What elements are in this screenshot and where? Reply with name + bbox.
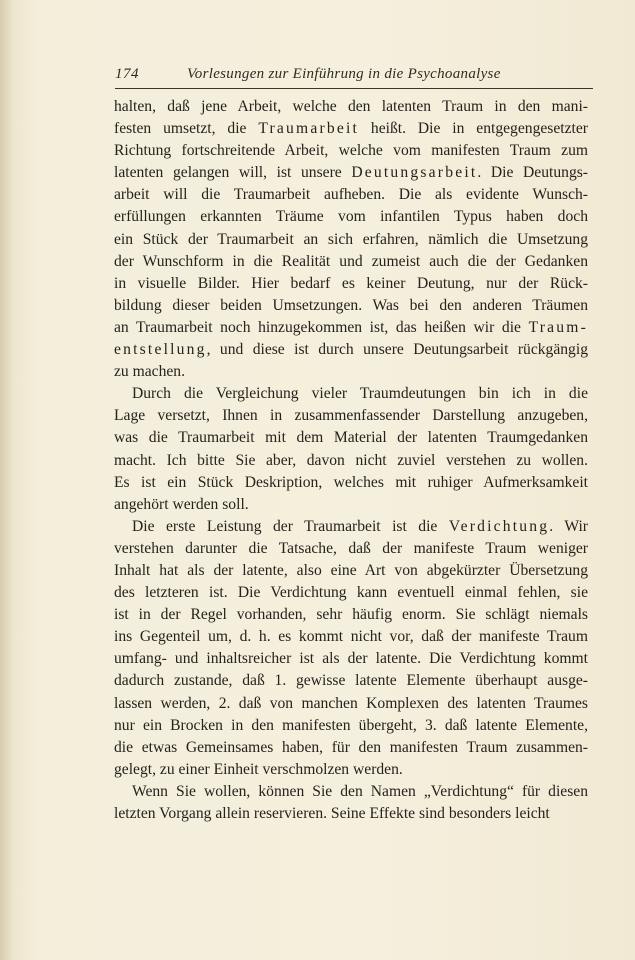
- text-line: [114, 295, 588, 317]
- header-rule: [115, 88, 593, 89]
- emphasized-term: entstellung: [114, 341, 207, 359]
- paragraph: [114, 96, 588, 383]
- text-run: ins Gegenteil um, d. h. es kommt nicht vor, daß der manifeste Traum: [114, 628, 588, 646]
- text-line: [114, 206, 588, 228]
- paragraph: [114, 383, 588, 516]
- text-run: macht. Ich bitte Sie aber, davon nicht zuviel verstehen zu wollen.: [114, 451, 588, 469]
- text-run: . Wir: [549, 517, 588, 535]
- text-line: [114, 317, 588, 339]
- text-run: Die erste Leistung der Traumarbeit ist die: [132, 517, 449, 535]
- text-run: latenten gelangen will, ist unsere: [114, 164, 352, 182]
- text-line: [114, 383, 588, 405]
- text-run: erfüllungen erkannten Träume vom infantilen Typus haben doch: [114, 208, 588, 226]
- text-run: Durch die Vergleichung vieler Traumdeutungen bin ich in die: [132, 385, 588, 403]
- text-line: [114, 273, 588, 295]
- text-line: [114, 405, 588, 427]
- text-run: angehört werden soll.: [114, 495, 249, 513]
- text-line: [114, 604, 588, 626]
- text-run: heißt. Die in entgegengesetzter: [359, 120, 588, 138]
- spine-shadow: [0, 0, 14, 960]
- emphasized-term: Verdichtung: [448, 517, 550, 535]
- text-run: arbeit will die Traumarbeit aufheben. Die als evidente Wunsch-: [114, 186, 588, 204]
- text-run: in visuelle Bilder. Hier bedarf es keiner Deutung, nur der Rück-: [114, 274, 588, 292]
- text-run: , und diese ist durch unsere Deutungsarbeit rückgängig: [206, 341, 588, 359]
- emphasized-term: Traumarbeit: [258, 120, 360, 138]
- emphasized-term: Deutungsarbeit: [351, 164, 478, 182]
- text-run: bildung dieser beiden Umsetzungen. Was bei den anderen Träumen: [114, 296, 588, 314]
- text-line: [114, 118, 588, 140]
- running-header: [115, 64, 595, 88]
- text-run: ein Stück der Traumarbeit an sich erfahren, nämlich die Umsetzung: [114, 230, 588, 248]
- text-run: halten, daß jene Arbeit, welche den latenten Traum in den mani-: [114, 98, 588, 115]
- text-run: Richtung fortschreitende Arbeit, welche vom manifesten Traum zum: [114, 142, 588, 160]
- text-line: [114, 582, 588, 604]
- paragraph: [114, 781, 588, 825]
- text-run: dadurch zustande, daß 1. gewisse latente Elemente überhaupt ausge-: [114, 672, 588, 690]
- text-run: nur ein Brocken in den manifesten übergeht, 3. daß latente Elemente,: [114, 716, 588, 734]
- text-line: [114, 781, 588, 803]
- text-run: die etwas Gemeinsames haben, für den manifesten Traum zusammen-: [114, 738, 588, 756]
- paragraph: [114, 516, 588, 781]
- text-run: an Traumarbeit noch hinzugekommen ist, das heißen wir die: [114, 318, 529, 336]
- running-title: Vorlesungen zur Einführung in die Psychoanalyse: [187, 66, 501, 82]
- text-line: [114, 670, 588, 692]
- text-line: [114, 472, 588, 494]
- text-run: Lage versetzt, Ihnen in zusammenfassender Darstellung anzugeben,: [114, 407, 588, 425]
- text-line: [114, 427, 588, 449]
- text-run: der Wunschform in die Realität und zumeist auch die der Gedanken: [114, 252, 588, 270]
- text-line: [114, 96, 588, 118]
- text-line: [114, 538, 588, 560]
- text-run: verstehen darunter die Tatsache, daß der manifeste Traum weniger: [114, 539, 588, 557]
- text-run: . Die Deutungs-: [477, 164, 588, 182]
- text-run: Inhalt hat als der latente, also eine Art von abgekürzter Übersetzung: [114, 561, 588, 579]
- text-run: gelegt, zu einer Einheit verschmolzen werden.: [114, 760, 403, 778]
- text-run: zu machen.: [114, 363, 186, 381]
- text-line: [114, 251, 588, 273]
- text-run: umfang- und inhaltsreicher ist als der latente. Die Verdichtung kommt: [114, 650, 588, 668]
- text-run: letzten Vorgang allein reservieren. Seine Effekte sind besonders leicht: [114, 805, 550, 822]
- text-line: [114, 626, 588, 648]
- text-line: [114, 560, 588, 582]
- text-run: Wenn Sie wollen, können Sie den Namen „Verdichtung“ für diesen: [132, 782, 588, 800]
- text-run: Es ist ein Stück Deskription, welches mit ruhiger Aufmerksamkeit: [114, 473, 588, 491]
- text-line: [114, 229, 588, 251]
- text-line: [114, 803, 588, 825]
- text-line: [114, 339, 588, 361]
- text-run: ist in der Regel vorhanden, sehr häufig enorm. Sie schlägt niemals: [114, 606, 588, 624]
- text-line: [114, 361, 588, 383]
- emphasized-term: Traum-: [528, 318, 588, 336]
- text-line: [114, 184, 588, 206]
- body-text: [114, 96, 588, 825]
- page-number: 174: [115, 66, 139, 82]
- text-line: [114, 450, 588, 472]
- text-line: [114, 648, 588, 670]
- text-line: [114, 693, 588, 715]
- text-line: [114, 715, 588, 737]
- text-line: [114, 737, 588, 759]
- text-run: lassen werden, 2. daß von manchen Komplexen des latenten Traumes: [114, 694, 588, 712]
- text-line: [114, 162, 588, 184]
- text-run: was die Traumarbeit mit dem Material der latenten Traumgedanken: [114, 429, 588, 447]
- text-run: des letzteren ist. Die Verdichtung kann eventuell einmal fehlen, sie: [114, 584, 588, 602]
- text-line: [114, 140, 588, 162]
- text-line: [114, 494, 588, 516]
- text-run: festen umsetzt, die: [114, 120, 259, 138]
- text-line: [114, 759, 588, 781]
- text-line: [114, 516, 588, 538]
